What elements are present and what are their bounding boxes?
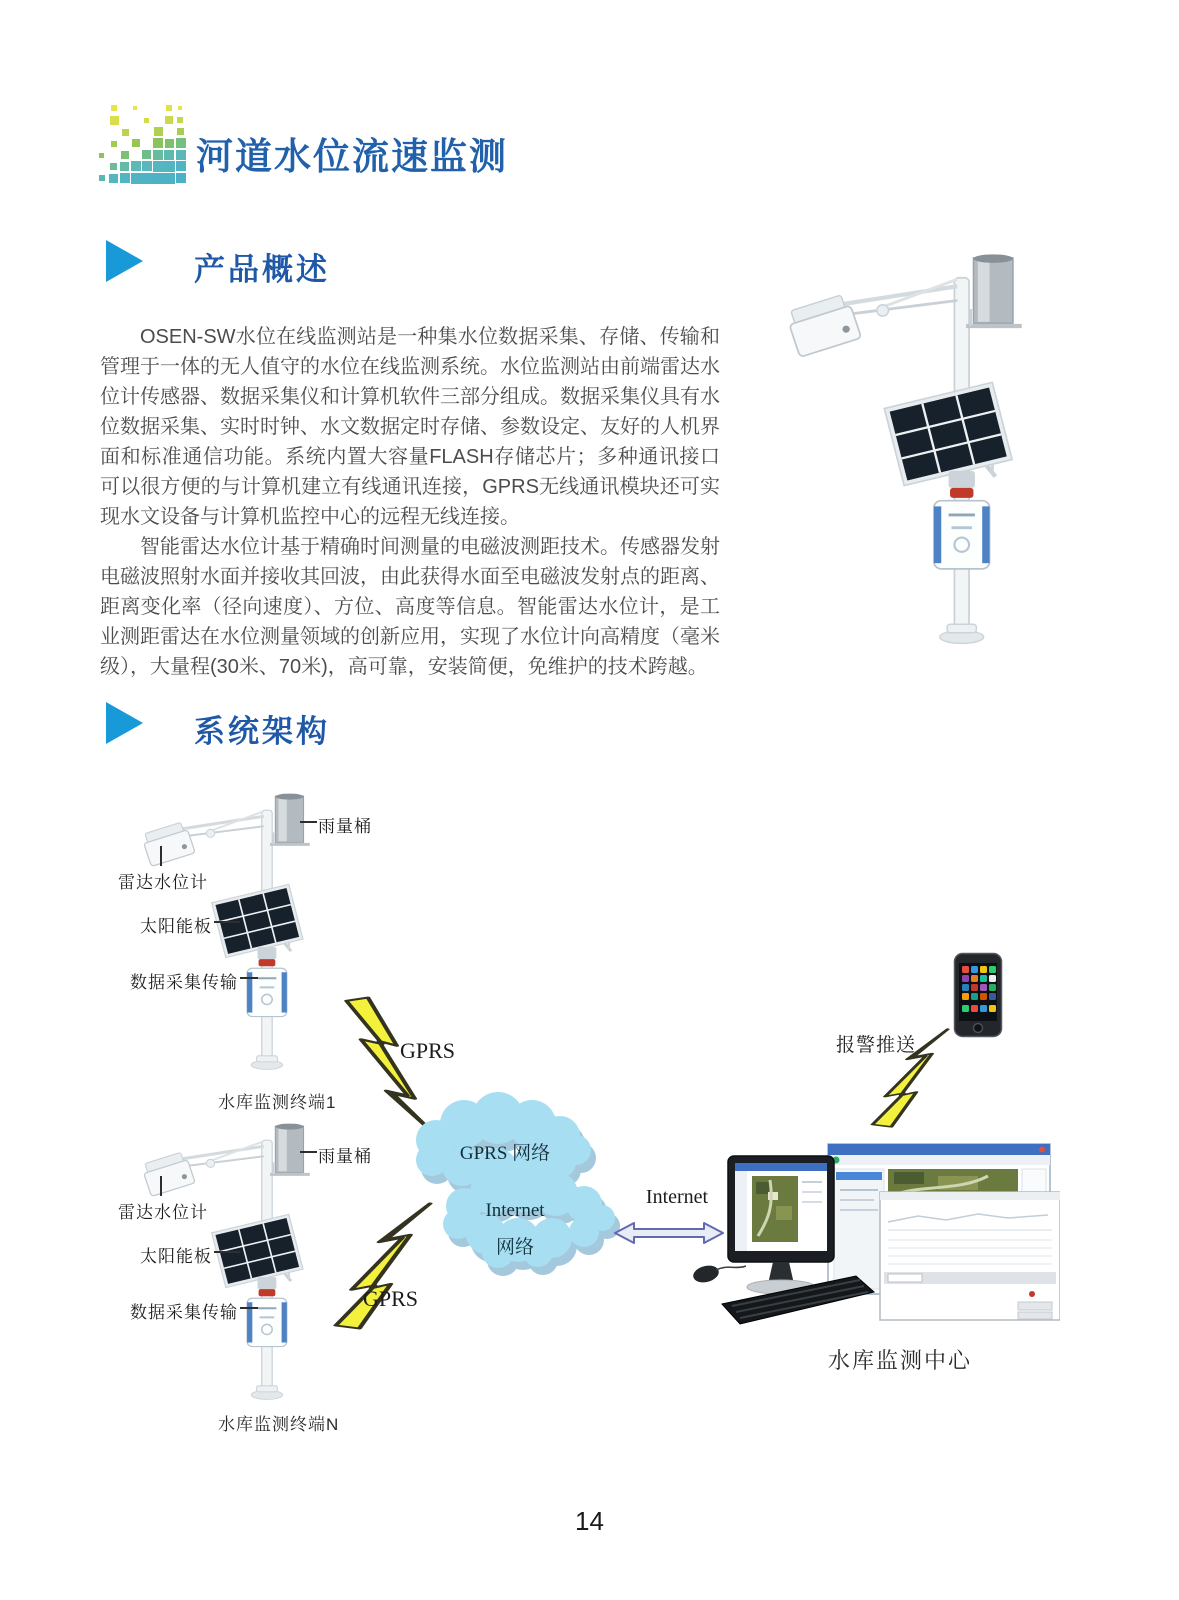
label-solar-panel: 太阳能板: [140, 1247, 212, 1266]
smartphone-icon: [953, 952, 1003, 1038]
section-title-architecture: 系统架构: [194, 714, 330, 749]
cloud-internet-label-line2: 网络: [495, 1237, 534, 1258]
label-radar-level-gauge: 雷达水位计: [118, 1203, 208, 1222]
internet-arrow-label: Internet: [645, 1186, 709, 1208]
section-arrow-icon: [106, 240, 143, 282]
label-data-acquisition: 数据采集传输: [130, 973, 238, 992]
terminal-n-caption: 水库监测终端N: [218, 1415, 340, 1434]
product-photo-monitoring-station: [770, 238, 1092, 664]
terminal-1-caption: 水库监测终端1: [218, 1093, 337, 1112]
label-solar-panel: 太阳能板: [140, 917, 212, 936]
overview-text-block: [100, 322, 720, 682]
gprs-link-label-1: GPRS: [400, 1038, 456, 1063]
alarm-push-label: 报警推送: [836, 1035, 917, 1056]
label-rain-gauge: 雨量桶: [318, 1147, 372, 1166]
pointer-line: [160, 1176, 162, 1196]
label-data-acquisition: 数据采集传输: [130, 1303, 238, 1322]
monitoring-center-computer: [688, 1136, 1060, 1336]
monitoring-center-caption: 水库监测中心: [828, 1348, 973, 1373]
cloud-internet-label-line1: Internet: [485, 1200, 545, 1221]
pointer-line: [240, 1307, 258, 1309]
page-number: 14: [575, 1506, 604, 1536]
pointer-line: [240, 977, 258, 979]
pointer-line: [214, 1251, 240, 1253]
label-rain-gauge: 雨量桶: [318, 817, 372, 836]
pointer-line: [160, 846, 162, 866]
pointer-line: [214, 921, 240, 923]
section-arrow-icon: [106, 702, 143, 744]
logo-pixel-mosaic: [98, 104, 188, 186]
cloud-gprs-network-label: GPRS 网络: [459, 1143, 551, 1164]
pointer-line: [300, 821, 317, 823]
section-title-overview: 产品概述: [194, 252, 330, 287]
gprs-link-label-2: GPRS: [363, 1286, 419, 1311]
overview-paragraph-1: OSEN-SW水位在线监测站是一种集水位数据采集、存储、传输和管理于一体的无人值守的水位在线监测系统。水位监测站由前端雷达水位计传感器、数据采集仪和计算机软件三部分组成。数据采集仪具有水位数据采集、实时时钟、水文数据定时存储、参数设定、友好的人机界面和标准通信功能。系统内置大容量FLASH存储芯片；多种通讯接口可以很方便的与计算机建立有线通讯连接，GPRS无线通讯模块还可实现水文设备与计算机监控中心的远程无线连接。: [100, 326, 720, 528]
overview-paragraph-2: 智能雷达水位计基于精确时间测量的电磁波测距技术。传感器发射电磁波照射水面并接收其回波，由此获得水面至电磁波发射点的距离、距离变化率（径向速度）、方位、高度等信息。智能雷达水位计，是工业测距雷达在水位测量领域的创新应用，实现了水位计向高精度（毫米级），大量程(30米、70米)，高可靠，安装简便，免维护的技术跨越。: [100, 536, 720, 678]
pointer-line: [300, 1151, 317, 1153]
page-title: 河道水位流速监测: [196, 136, 508, 177]
label-radar-level-gauge: 雷达水位计: [118, 873, 208, 892]
